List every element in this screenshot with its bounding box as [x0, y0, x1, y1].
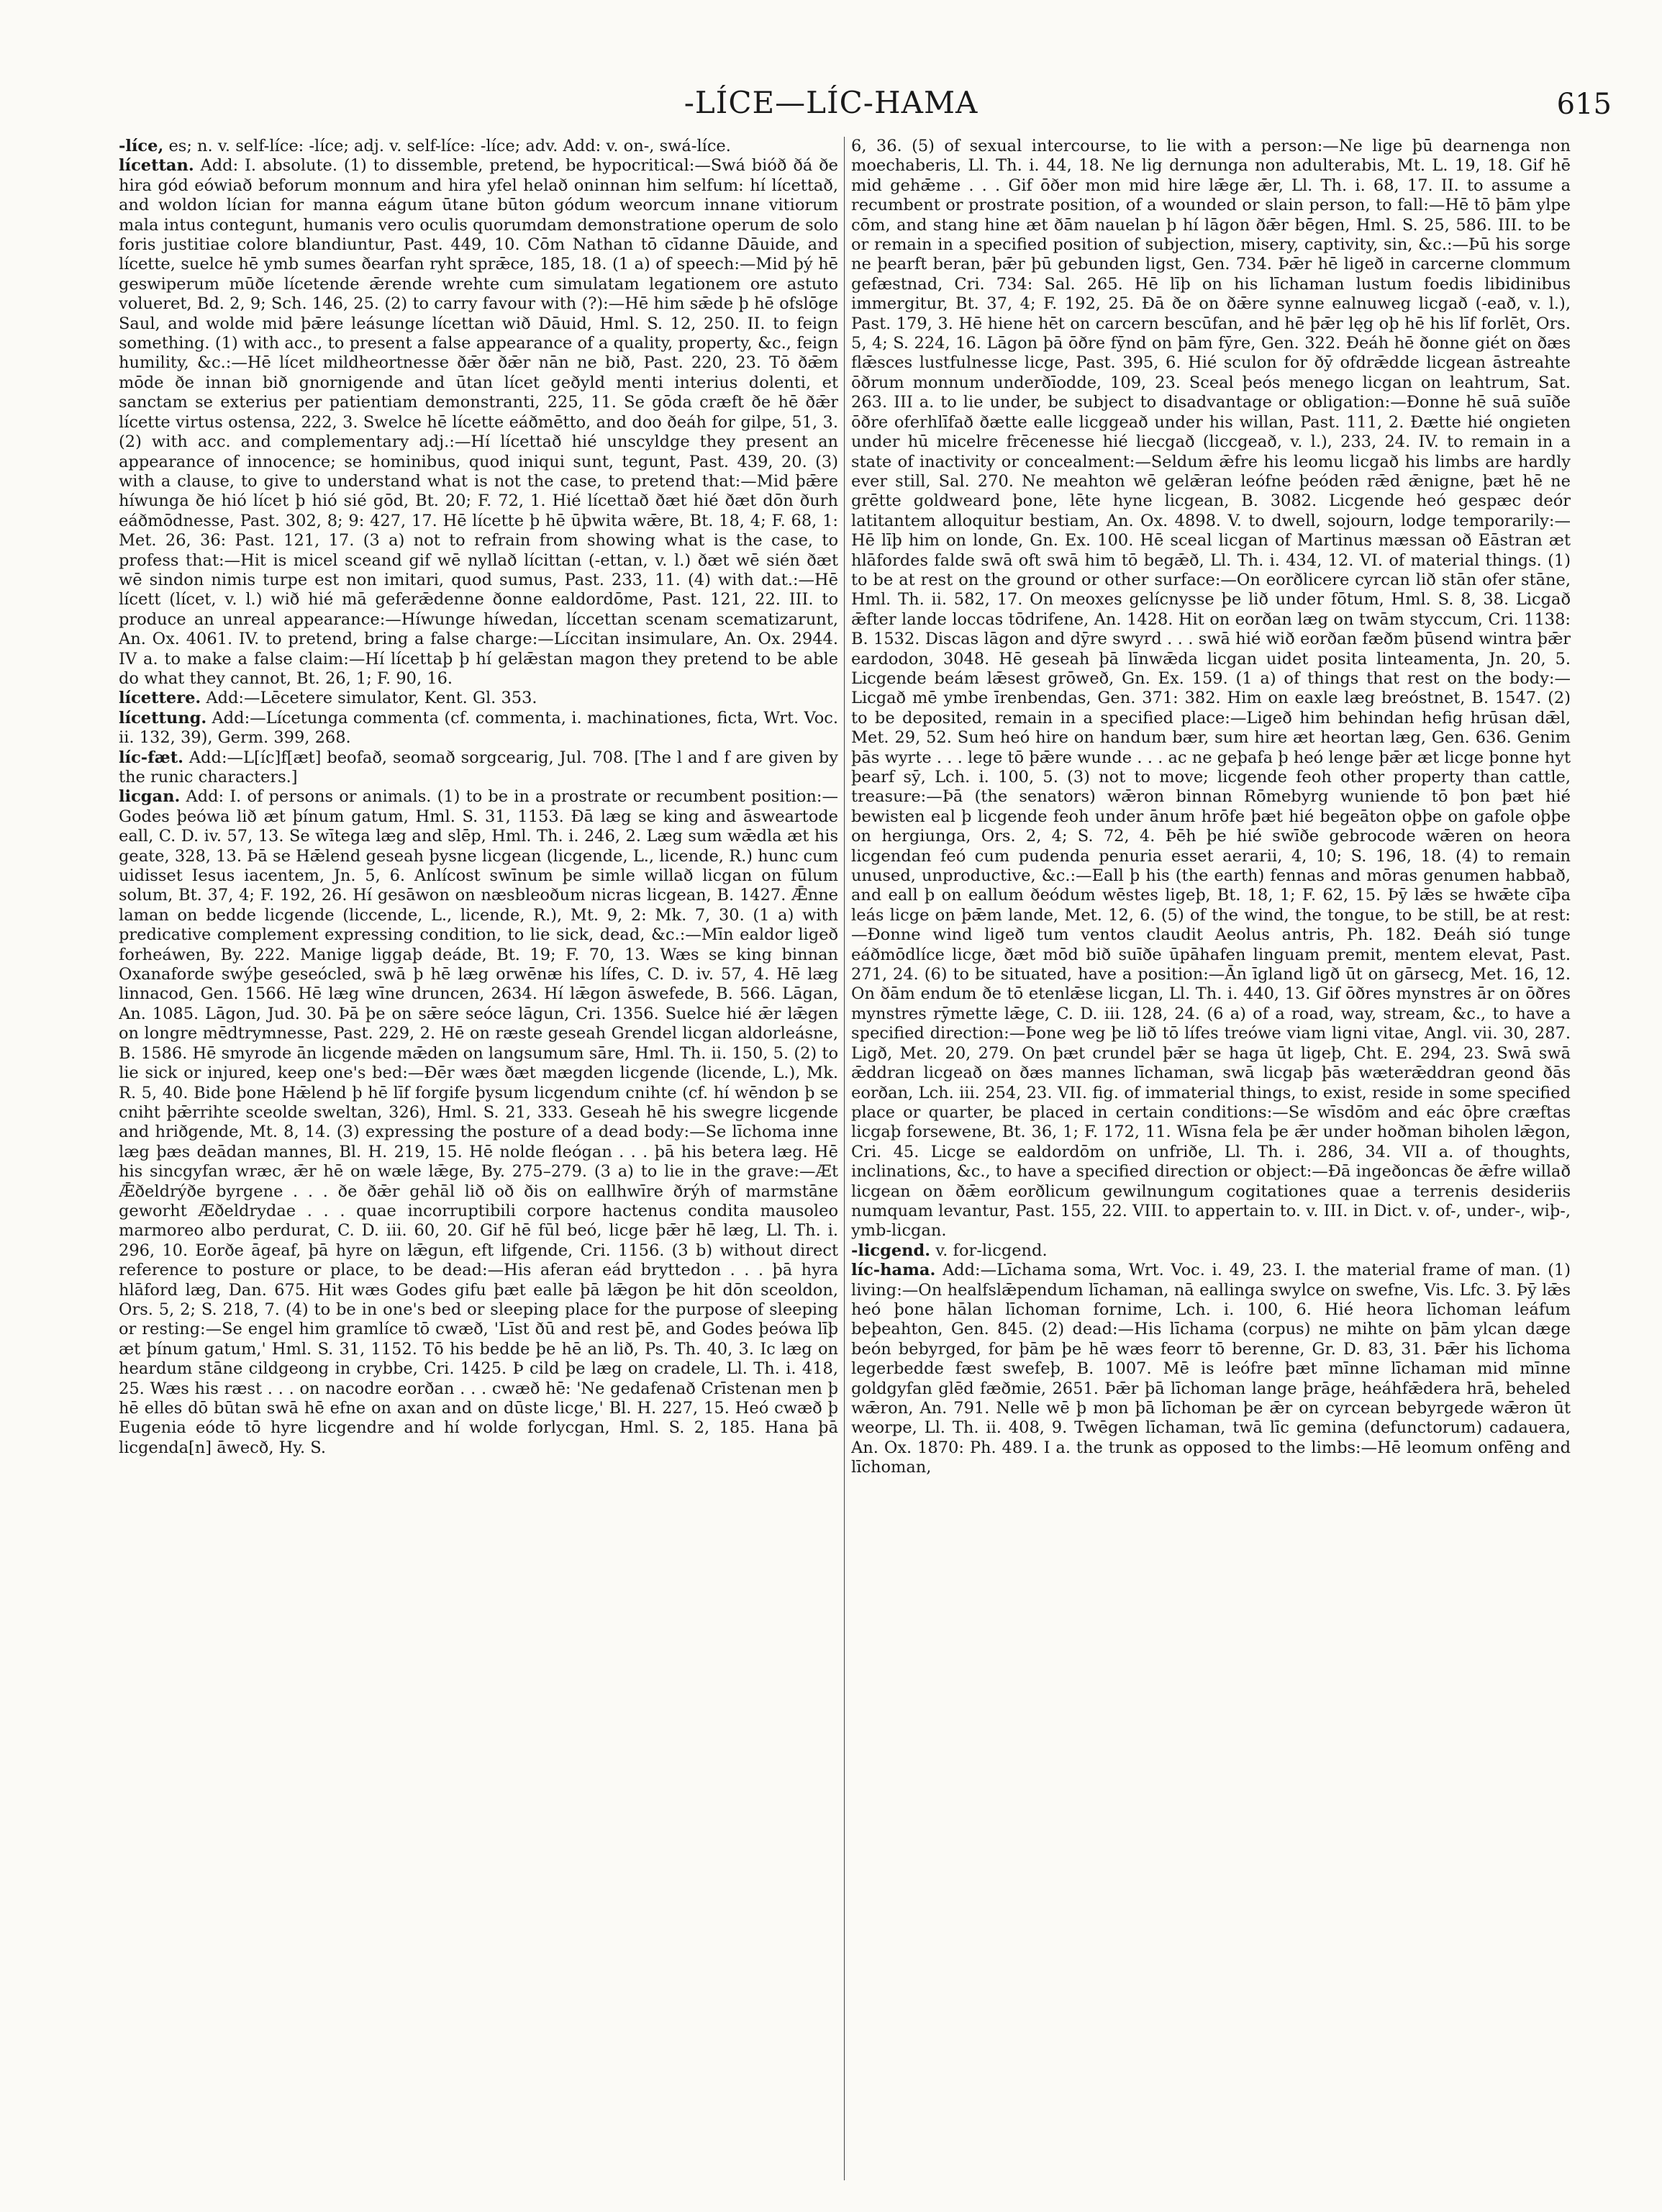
entry-text: Add: I. of persons or animals. (1) to be in a prostrate or recumbent position:—Godes þeówa lið æt þínum gatum, Hml. S. 31, 1153. Ðā læg se king and āsweartode eall, C. D. iv. 57, 13. Se wītega læg and slēp, Hml. Th. i. 246, 2. Læg sum wǣdla æt his geate, 328, 13. Þā se Hǣlend geseah þysne licgean (licgende, L., licende, R.) hunc cum uidisset Iesus iacentem, Jn. 5, 6. Anlícost swīnum þe simle willað licgan on fūlum solum, Bt. 37, 4; F. 192, 26. Hí gesāwon on næsbleoðum nicras licgean, B. 1427. Ǣnne laman on bedde licgende (liccende, L., licende, R.), Mt. 9, 2: Mk. 7, 30. (1 a) with predicative complement expressing condition, to lie sick, dead, &c.:—Mīn ealdor ligeð forheáwen, By. 222. Manige liggaþ deáde, Bt. 19; F. 70, 13. Wæs se king binnan Oxanaforde swýþe geseócled, swā þ hē læg orwēnæ his lífes, C. D. iv. 57, 4. Hē læg linnacod, Gen. 1566. Hē læg wīne druncen, 2634. Hí lǣgon āswefede, B. 566. Lāgan, An. 1085. Lāgon, Jud. 30. Þā þe on sǣre seóce lāgun, Cri. 1356. Suelce hié ǣr lǣgen on longre mēdtrymnesse, Past. 229, 2. Hē on ræste geseah Grendel licgan aldorleásne, B. 1586. Hē smyrode ān licgende mǣden on langsumum sāre, Hml. Th. ii. 150, 5. (2) to lie sick or injured, keep one's bed:—Ðēr wæs ðæt mægden licgende (licende, L.), Mk. R. 5, 40. Bide þone Hǣlend þ hē līf forgife þysum licgendum cnihte (cf. hí wēndon þ se cniht þǣrrihte sceolde sweltan, 326), Hml. S. 21, 333. Geseah hē his swegre licgende and hriðgende, Mt. 8, 14. (3) expressing the posture of a dead body:—Se līchoma inne læg þæs deādan mannes, Bl. H. 219, 15. Hē nolde fleógan . . . þā his betera læg. Hē his sincgyfan wræc, ǣr hē on wæle lǣge, By. 275–279. (3 a) to lie in the grave:—Æt Ǣðeldrýðe byrgene . . . ðe ðǣr gehāl lið oð ðis on eallhwīre ðrýh of marmstāne geworht Æðeldrydae . . . quae incorruptibili corpore hactenus condita mausoleo marmoreo albo perdurat, C. D. iii. 60, 20. Gif hē fūl beó, licge þǣr hē læg, Ll. Th. i. 296, 10. Eorðe āgeaf, þā hyre on lǣgun, eft lifgende, Cri. 1156. (3 b) without direct reference to posture or place, to be dead:—His aferan eád bryttedon . . . þā hyra hlāford læg, Dan. 675. Hit wæs Godes gifu þæt ealle þā lǣgon þe hit dōn sceoldon, Ors. 5, 2; S. 218, 7. (4) to be in one's bed or sleeping place for the purpose of sleeping or resting:—Se engel him gramlíce tō cwæð, 'Līst ðū and rest þē, and Godes þeówa līþ æt þínum gatum,' Hml. S. 31, 1152. Tō his bedde þe hē an lið, Ps. Th. 40, 3. Ic læg on heardum stāne cildgeong in crybbe, Cri. 1425. Þ cild þe læg on cradele, Ll. Th. i. 418, 25. Wæs his ræst . . . on nacodre eorðan . . . cwæð hē: 'Ne gedafenað Crīstenan men þ hē elles dō būtan swā hē efne on axan and on dūste licge,' Bl. H. 227, 15. Heó cwæð þ Eugenia eóde tō hyre licgendre and hí wolde forlycgan, Hml. S. 2, 185. Hana þā licgenda[n] āwecð, Hy. S. [119, 787, 838, 1457]
entry-headword: lícettere. [119, 689, 201, 708]
dictionary-entry [119, 748, 838, 788]
right-column [851, 137, 1571, 2180]
dictionary-entry [851, 137, 1571, 1241]
entry-text: Add: I. absolute. (1) to dissemble, pretend, be hypocritical:—Swá bióð ðá ðe hira gód eówiað beforum monnum and hira yfel helað oninnan him selfum: hí lícettað, and woldon lícian for manna eágum ūtane būton gódum weorcum innane vitiorum mala intus contegunt, humanis vero oculis quorumdam demonstratione operum de solo foris justitiae colore blandiuntur, Past. 449, 10. Cōm Nathan tō cīdanne Dāuide, and lícette, suelce hē ymb sumes ðearfan ryht sprǣce, 185, 18. (1 a) of speech:—Mid þý hē geswiperum mūðe lícetende ǣrende wrehte cum simulatam legationem ore astuto volueret, Bd. 2, 9; Sch. 146, 25. (2) to carry favour with (?):—Hē him sǣde þ hē ofslōge Saul, and wolde mid þǣre leásunge lícettan wið Dāuid, Hml. S. 12, 250. II. to feign something. (1) with acc., to present a false appearance of a quality, property, &c., feign humility, &c.:—Hē lícet mildheortnesse ðǣr ðǣr nān ne bið, Past. 220, 23. Tō ðǣm mōde ðe innan bið gnornigende and ūtan lícet geðyld menti interius dolenti, et sanctam se exterius per patientiam demonstranti, 225, 11. Se gōda cræft ðe hē ðǣr lícette virtus ostensa, 222, 3. Swelce hē lícette eáðmētto, and doo ðeáh for gilpe, 51, 3. (2) with acc. and complementary adj.:—Hí lícettað hié unscyldge they present an appearance of innocence; se hominibus, quod iniqui sunt, tegunt, Past. 439, 20. (3) with a clause, to give to understand what is not the case, to pretend that:—Mid þǣre híwunga ðe hió lícet þ hió sié gōd, Bt. 20; F. 72, 1. Hié lícettað ðæt hié ðæt dōn ðurh eáðmōdnesse, Past. 302, 8; 9: 427, 17. Hē lícette þ hē ūþwita wǣre, Bt. 18, 4; F. 68, 1: Met. 26, 36: Past. 121, 17. (3 a) not to refrain from showing what is the case, to profess that:—Hit is micel sceand gif wē nyllað lícittan (-ettan, v. l.) ðæt wē sién ðæt wē sindon nimis turpe est non imitari, quod sumus, Past. 233, 11. (4) with dat.:—Hē lícett (lícet, v. l.) wið hié mā geferǣdenne ðonne ealdordōme, Past. 121, 22. III. to produce an unreal appearance:—Híwunge híwedan, líccettan scenam scematizarunt, An. Ox. 4061. IV. to pretend, bring a false charge:—Líccitan insimulare, An. Ox. 2944. IV a. to make a false claim:—Hí lícettaþ þ hí gelǣstan magon they pretend to be able do what they cannot, Bt. 26, 1; F. 90, 16. [119, 156, 838, 688]
dictionary-entry [119, 156, 838, 689]
entry-text: Add:—L[íc]f[æt] beofað, seomað sorgcearig, Jul. 708. [The l and f are given by the runic characters.] [119, 748, 838, 787]
entry-headword: lícettan. [119, 156, 194, 176]
entry-headword: líc-hama. [851, 1261, 936, 1280]
left-column [119, 137, 838, 2180]
entry-headword: -licgend. [851, 1241, 931, 1260]
entry-headword: lícettung. [119, 708, 207, 727]
entry-headword: líc-fæt. [119, 748, 183, 767]
entry-text: 6, 36. (5) of sexual intercourse, to lie with a person:—Ne lige þū dearnenga non moechaberis, Ll. Th. i. 44, 18. Ne lig dernunga non adulterabis, Mt. L. 19, 18. Gif hē mid gehǣme . . . Gif ōðer mon mid hire lǣge ǣr, Ll. Th. i. 68, 17. II. to assume a recumbent or prostrate position, of a wounded or slain person, to fall:—Hē tō þām ylpe cōm, and stang hine æt ðām nauelan þ hí lāgon ðǣr bēgen, Hml. S. 25, 586. III. to be or remain in a specified position of subjection, misery, captivity, sin, &c.:—Þū his sorge ne þearft beran, þǣr þū gebunden ligst, Gen. 734. Þǣr hē ligeð in carcerne clommum gefæstnad, Cri. 734: Sal. 265. Hē līþ on his līchaman lustum foedis libidinibus immergitur, Bt. 37, 4; F. 192, 25. Ðā ðe on ðǣre synne ealnuweg licgað (-eað, v. l.), Past. 179, 3. Hē hiene hēt on carcern bescūfan, and hē þǣr lęg oþ hē his līf forlēt, Ors. 5, 4; S. 224, 16. Lāgon þā ōðre fȳnd on þām fȳre, Gen. 322. Ðeáh hē ðonne giét on ðæs flǣsces lustfulnesse licge, Past. 395, 6. Hié sculon for ðȳ ofdrǣdde licgean āstreahte ōðrum monnum underðīodde, 109, 23. Sceal þeós menego licgan on leahtrum, Sat. 263. III a. to lie under, be subject to disadvantage or obligation:—Ðonne hē suā suīðe ōðre oferhlīfað ðætte ealle licggeað under his willan, Past. 111, 2. Ðætte hié ongieten under hū micelre frēcenesse hié liecgað (liccgeað, v. l.), 233, 24. IV. to remain in a state of inactivity or concealment:—Seldum ǣfre his leomu licgað his limbs are hardly ever still, Sal. 270. Ne meahton wē gelǣran leófne þeóden rǣd ǣnigne, þæt hē ne grētte goldweard þone, lēte hyne licgean, B. 3082. Licgende heó gespæc deór latitantem alloquitur bestiam, An. Ox. 4898. V. to dwell, sojourn, lodge temporarily:—Hē līþ him on londe, Gn. Ex. 100. Hē sceal licgan of Martinus mæssan oð Eāstran æt hlāfordes falde swā oft swā him tō begǣð, Ll. Th. i. 434, 12. VI. of material things. (1) to be at rest on the ground or other surface:—On eorðlicere cyrcan lið stān ofer stāne, Hml. Th. ii. 582, 17. On meoxes gelícnysse þe lið under fōtum, Hml. S. 8, 38. Licgað ǣfter lande loccas tōdrifene, An. 1428. Hit on eorðan læg on twām styccum, Cri. 1138: B. 1532. Discas lāgon and dȳre swyrd . . . swā hié wið eorðan fæðm þūsend wintra þǣr eardodon, 3048. Hē geseah þā līnwǣda licgan uidet posita linteamenta, Jn. 20, 5. Licgende beám lǣsest grōweð, Gn. Ex. 159. (1 a) of things that rest on the body:—Licgað mē ymbe īrenbendas, Gen. 371: 382. Him on eaxle læg breóstnet, B. 1547. (2) to be deposited, remain in a specified place:—Ligeð him behindan hefig hrūsan dǣl, Met. 29, 52. Sum heó hire on handum bær, sum hire æt heortan læg, Gen. 636. Genim þās wyrte . . . lege tō þǣre wunde . . . ac ne geþafa þ heó lenge þǣr æt licge þonne hyt þearf sȳ, Lch. i. 100, 5. (3) not to move; licgende feoh other property than cattle, treasure:—Þā (the senators) wǣron binnan Rōmebyrg wuniende tō þon þæt hié bewisten eal þ licgende feoh under ānum hrōfe þæt hié begeāton oþþe on gafole oþþe on hergiunga, Ors. 2, 4; S. 72, 4. Þēh þe hié swīðe gebrocode wǣren on heora licgendan feó cum pudenda penuria esset aerarii, 4, 10; S. 196, 18. (4) to remain unused, unproductive, &c.:—Eall þ his (the earth) fennas and mōras genumen habbað, and eall þ on eallum ðeódum wēstes ligeþ, Bt. 18, 1; F. 62, 15. Þȳ lǣs se hwǣte cīþa leás licge on þǣm lande, Met. 12, 6. (5) of the wind, the tongue, to be still, be at rest:—Ðonne wind ligeð tum ventos claudit Aeolus antris, Ph. 182. Ðeáh sió tunge eáðmōdlíce licge, ðæt mōd bið suīðe ūpāhafen linguam premit, mentem elevat, Past. 271, 24. (6) to be situated, have a position:—Ān īgland ligð ūt on gārsecg, Met. 16, 12. On ðām endum ðe tō etenlǣse licgan, Ll. Th. i. 440, 13. Gif ōðres mynstres ār on ōðres mynstres rȳmette lǣge, C. D. iii. 128, 24. (6 a) of a road, way, stream, &c., to have a specified direction:—Þone weg þe lið tō lífes treówe viam ligni vitae, Angl. vii. 30, 287. Ligð, Met. 20, 279. On þæt crundel þǣr se haga ūt ligeþ, Cht. E. 294, 23. Swā swā ǣddran licgeað on ðæs mannes līchaman, swā licgaþ þās wæterǣddran geond ðās eorðan, Lch. iii. 254, 23. VII. fig. of immaterial things, to exist, reside in some specified place or quarter, be placed in certain conditions:—Se wīsdōm and eác ōþre cræftas licgaþ forsewene, Bt. 36, 1; F. 172, 11. Wīsna fela þe ǣr under hoðman biholen lǣgon, Cri. 45. Licge se ealdordōm on unfriðe, Ll. Th. i. 286, 34. VII a. of thoughts, inclinations, &c., to have a specified direction or object:—Ðā ingeðoncas ðe ǣfre willað licgean on ðǣm eorðlicum gewilnungum cogitationes quae a terrenis desideriis numquam levantur, Past. 155, 22. VIII. to appertain to. v. III. in Dict. v. of-, under-, wiþ-, ymb-licgan. [851, 137, 1571, 1241]
entry-text: Add:—Lícetunga commenta (cf. commenta, i. machinationes, ficta, Wrt. Voc. ii. 132, 39), Germ. 399, 268. [119, 708, 838, 748]
entry-text: v. for-licgend. [935, 1241, 1048, 1260]
dictionary-entry [119, 709, 838, 748]
dictionary-entry [119, 137, 838, 156]
entry-text: Add:—Lēcetere simulator, Kent. Gl. 353. [206, 689, 537, 708]
page-number: 615 [1556, 88, 1612, 121]
entry-text: es; n. v. self-líce: -líce; adj. v. self-líce: -líce; adv. Add: v. on-, swá-líce. [168, 137, 731, 155]
dictionary-entry [119, 787, 838, 1458]
entry-text: Add:—Līchama soma, Wrt. Voc. i. 49, 23. I. the material frame of man. (1) living:—On healfslǣpendum līchaman, nā eallinga swylce on swefne, Vis. Lfc. 3. Þȳ lǣs heó þone hālan līchoman fornime, Lch. i. 100, 6. Hié heora līchoman leáfum beþeahton, Gen. 845. (2) dead:—His līchama (corpus) ne mihte on þām ylcan dæge beón bebyrged, for þām þe hē wæs feorr tō berenne, Gr. D. 83, 31. Þǣr his līchoma legerbedde fæst swefeþ, B. 1007. Mē is leófre þæt mīnne līchaman mid mīnne goldgyfan glēd fæðmie, 2651. Þǣr þā līchoman lange þrāge, heáhfǣdera hrā, beheled wǣron, An. 791. Nelle wē þ mon þā līchoman þe ǣr on cyrcean bebyrgede wǣron ūt weorpe, Ll. Th. ii. 408, 9. Twēgen līchaman, twā līc gemina (defunctorum) cadauera, An. Ox. 1870: Ph. 489. I a. the trunk as opposed to the limbs:—Hē leomum onfēng and līchoman, [851, 1261, 1571, 1477]
running-header: -LÍCE—LÍC-HAMA [684, 85, 978, 120]
dictionary-entry [851, 1261, 1571, 1477]
dictionary-entry [119, 689, 838, 708]
entry-headword: -líce, [119, 137, 164, 155]
entry-headword: licgan. [119, 787, 181, 807]
dictionary-entry [851, 1241, 1571, 1261]
column-divider [844, 137, 845, 2180]
